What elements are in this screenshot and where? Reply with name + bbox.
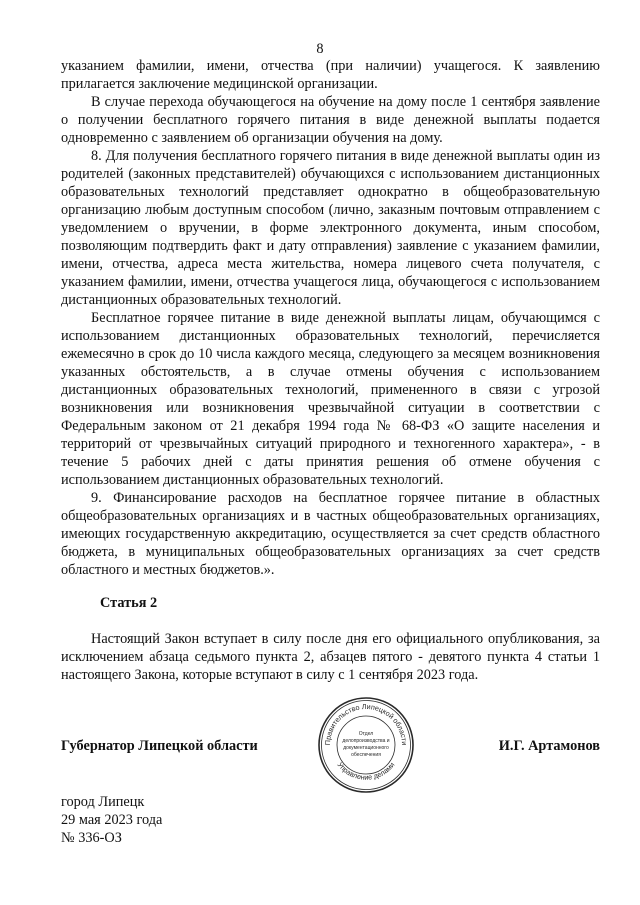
document-footer	[61, 793, 162, 847]
paragraph-home-schooling: В случае перехода обучающегося на обучение на дому после 1 сентября заявление о получении бесплатного горячего питания в виде денежной выплаты подается одновременно с заявлением об организации обучения на дому.	[61, 94, 600, 146]
page-number: 8	[316, 41, 324, 57]
article-2-heading: Статья 2	[100, 595, 158, 611]
paragraph-continuation: указанием фамилии, имени, отчества (при наличии) учащегося. К заявлению прилагается заключение медицинской организации.	[61, 58, 600, 92]
governor-title: Губернатор Липецкой области	[61, 738, 258, 754]
seal-inner-line: Отдел	[358, 731, 374, 737]
seal-outer-text: Правительство Липецкой области	[322, 701, 410, 746]
paragraph-point-8: 8. Для получения бесплатного горячего питания в виде денежной выплаты один из родителей (законных представителей) обучающихся с использованием дистанционных образовательных технологий представляет однократно в общеобразовательную организацию любым доступным способом (лично, заказным почтовым отправлением с уведомлением о вручении, в форме электронного документа, иным способом, позволяющим подтвердить факт и дату отправления) заявление с указанием фамилии, имени, отчества, адреса места жительства, номера лицевого счета получателя, с указанием фамилии, имени, отчества учащегося лица, обучающегося с использованием дистанционных образовательных технологий.	[61, 148, 600, 308]
law-body-text	[61, 57, 600, 579]
official-seal	[317, 696, 415, 794]
law-number: № 336-ОЗ	[61, 830, 122, 846]
seal-inner-line: делопроизводства и	[342, 738, 390, 744]
date-line: 29 мая 2023 года	[61, 812, 163, 828]
seal-inner-line: документационного	[343, 745, 389, 751]
seal-inner-line: обеспечения	[351, 752, 381, 758]
seal-bottom-text: Управление делами	[335, 760, 397, 782]
paragraph-point-9: 9. Финансирование расходов на бесплатное горячее питание в областных общеобразовательных организациях и в частных общеобразовательных организациях, имеющих государственную аккредитацию, осуществляется за счет средств областного бюджета, в муниципальных общеобразовательных организациях за счет средств областного и местных бюджетов.».	[61, 490, 600, 578]
governor-name: И.Г. Артамонов	[498, 738, 600, 754]
article-2-paragraph: Настоящий Закон вступает в силу после дня его официального опубликования, за исключением абзаца седьмого пункта 2, абзацев пятого - девятого пункта 4 статьи 1 настоящего Закона, которые вступают в силу с 1 сентября 2023 года.	[61, 631, 600, 683]
city-line: город Липецк	[61, 794, 145, 810]
article-2-text	[61, 630, 600, 684]
paragraph-monthly-payment: Бесплатное горячее питание в виде денежной выплаты лицам, обучающимся с использованием дистанционных образовательных технологий, перечисляется ежемесячно в срок до 10 числа каждого месяца, следующего за месяцем возникновения указанных обстоятельств, а в случае отмены обучения с использованием дистанционных образовательных технологий, примененного в связи с угрозой возникновения или возникновения чрезвычайной ситуации в соответствии с Федеральным законом от 21 декабря 1994 года № 68-ФЗ «О защите населения и территорий от чрезвычайных ситуаций природного и техногенного характера», - в течение 5 рабочих дней с даты принятия решения об отмене обучения с использованием дистанционных образовательных технологий.	[61, 310, 600, 488]
